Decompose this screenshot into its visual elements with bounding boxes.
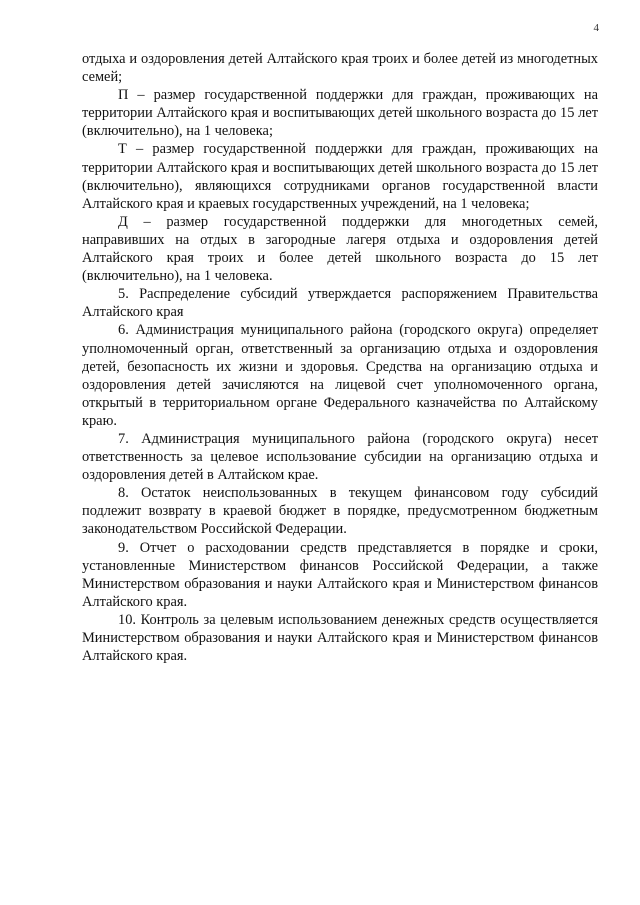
paragraph-9: 9. Отчет о расходовании средств представляется в порядке и сроки, установленные Министерством финансов Российской Федерации, а также Министерством образования и науки Алтайского края и Министерством финансов Алтайского края. <box>82 539 598 610</box>
page-number: 4 <box>593 22 599 34</box>
paragraph-t-definition: Т – размер государственной поддержки для граждан, проживающих на территории Алтайского края и воспитывающих детей школьного возраста до 15 лет (включительно), являющихся сотрудниками органов государственной власти Алтайского края и краевых государственных учреждений, на 1 человека; <box>82 141 598 212</box>
document-body <box>82 50 598 665</box>
paragraph-continued: отдыха и оздоровления детей Алтайского края троих и более детей из многодетных семей; <box>82 51 598 86</box>
paragraph-10: 10. Контроль за целевым использованием денежных средств осуществляется Министерством образования и науки Алтайского края и Министерством финансов Алтайского края. <box>82 611 598 665</box>
paragraph-8: 8. Остаток неиспользованных в текущем финансовом году субсидий подлежит возврату в краевой бюджет в порядке, предусмотренном бюджетным законодательством Российской Федерации. <box>82 485 598 538</box>
paragraph-p-definition: П – размер государственной поддержки для граждан, проживающих на территории Алтайского края и воспитывающих детей школьного возраста до 15 лет (включительно), на 1 человека; <box>82 87 598 140</box>
paragraph-d-definition: Д – размер государственной поддержки для многодетных семей, направивших на отдых в загородные лагеря отдыха и оздоровления детей Алтайского края троих и более детей школьного возраста до 15 лет (включительно), на 1 человека. <box>82 213 598 285</box>
paragraph-6: 6. Администрация муниципального района (городского округа) определяет уполномоченный орган, ответственный за организацию отдыха и оздоровления детей, безопасность их жизни и здоровья. Средства на организацию отдыха и оздоровления детей зачисляются на лицевой счет уполномоченного органа, открытый в территориальном органе Федерального казначейства по Алтайскому краю. <box>82 322 598 429</box>
paragraph-5: 5. Распределение субсидий утверждается распоряжением Правительства Алтайского края <box>82 286 598 321</box>
paragraph-7: 7. Администрация муниципального района (городского округа) несет ответственность за целевое использование субсидии на организацию отдыха и оздоровления детей в Алтайском крае. <box>82 430 598 484</box>
